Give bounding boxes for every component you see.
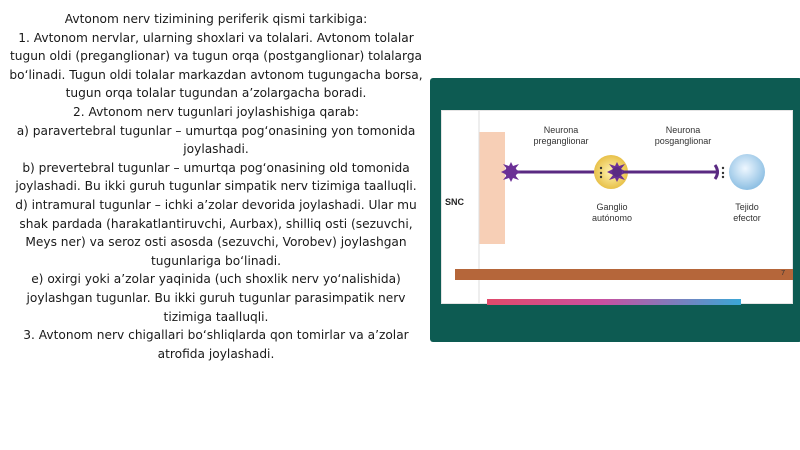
- synapse-dots-effector: [722, 167, 724, 178]
- preganglionic-label: Neurona preganglionar: [533, 125, 589, 146]
- snc-box: [479, 132, 505, 244]
- paragraph-intramural: d) intramural tugunlar – ichki a’zolar devorida joylashadi. Ular mu shak pardada (harakatlantiruvchi, Aurbax), shilliq osti (sezuvchi,: [15, 197, 417, 231]
- snc-label: SNC: [445, 197, 465, 207]
- neuron-diagram: [441, 110, 793, 304]
- page-number: 7: [781, 270, 785, 277]
- paragraph-terminal-ganglia: e) oxirgi yoki a’zolar yaqinida (uch shoxlik nerv yo‘nalishida) joylashgan tugunlar. Bu ikki guruh tugunlar parasimpatik nerv tizimiga taalluqli.: [26, 272, 406, 324]
- paragraph-intro: Avtonom nerv tizimining periferik qismi tarkibiga:: [64, 12, 368, 26]
- postganglionic-label: Neurona posganglionar: [654, 125, 712, 146]
- gradient-strip: [487, 299, 741, 305]
- footer-bar: [455, 269, 793, 280]
- effector-cell: [729, 154, 765, 190]
- document-text: [4, 10, 428, 363]
- ganglion-label: Ganglio autónomo: [591, 202, 633, 223]
- paragraph-ganglia-heading: 2. Avtonom nerv tugunlari joylashishiga qarab:: [72, 104, 360, 119]
- paragraph-autonomic-nerves: 1. Avtonom nervlar, ularning shoxlari va tolalari. Avtonom tolalar tugun oldi (preganglionar) va tugun orqa (postganglionar) tolalarga bo‘linadi. Tugun oldi tolalar markazdan avtonom tugungacha borsa, tugun orqa tolalar tugundan a’zolargacha boradi.: [9, 30, 423, 101]
- paragraph-prevertebral: b) prevertebral tugunlar – umurtqa pog‘onasining old tomonida joylashadi. Bu ikki guruh tugunlar simpatik nerv tizimiga taalluqli.: [15, 160, 417, 194]
- effector-label: Tejido efector: [733, 202, 761, 223]
- synapse-dots-ganglion: [600, 167, 602, 178]
- paragraph-paravertebral: a) paravertebral tugunlar – umurtqa pog‘onasining yon tomonida joylashadi.: [16, 123, 416, 157]
- paragraph-plexuses: 3. Avtonom nerv chigallari bo‘shliqlarda qon tomirlar va a’zolar atrofida joylashadi.: [23, 328, 409, 361]
- preganglionic-neuron-body: [501, 162, 521, 182]
- paragraph-meissner: Meys ner) va seroz osti asosda (sezuvchi, Vorobev) joylashgan tugunlariga bo‘linadi.: [25, 235, 407, 268]
